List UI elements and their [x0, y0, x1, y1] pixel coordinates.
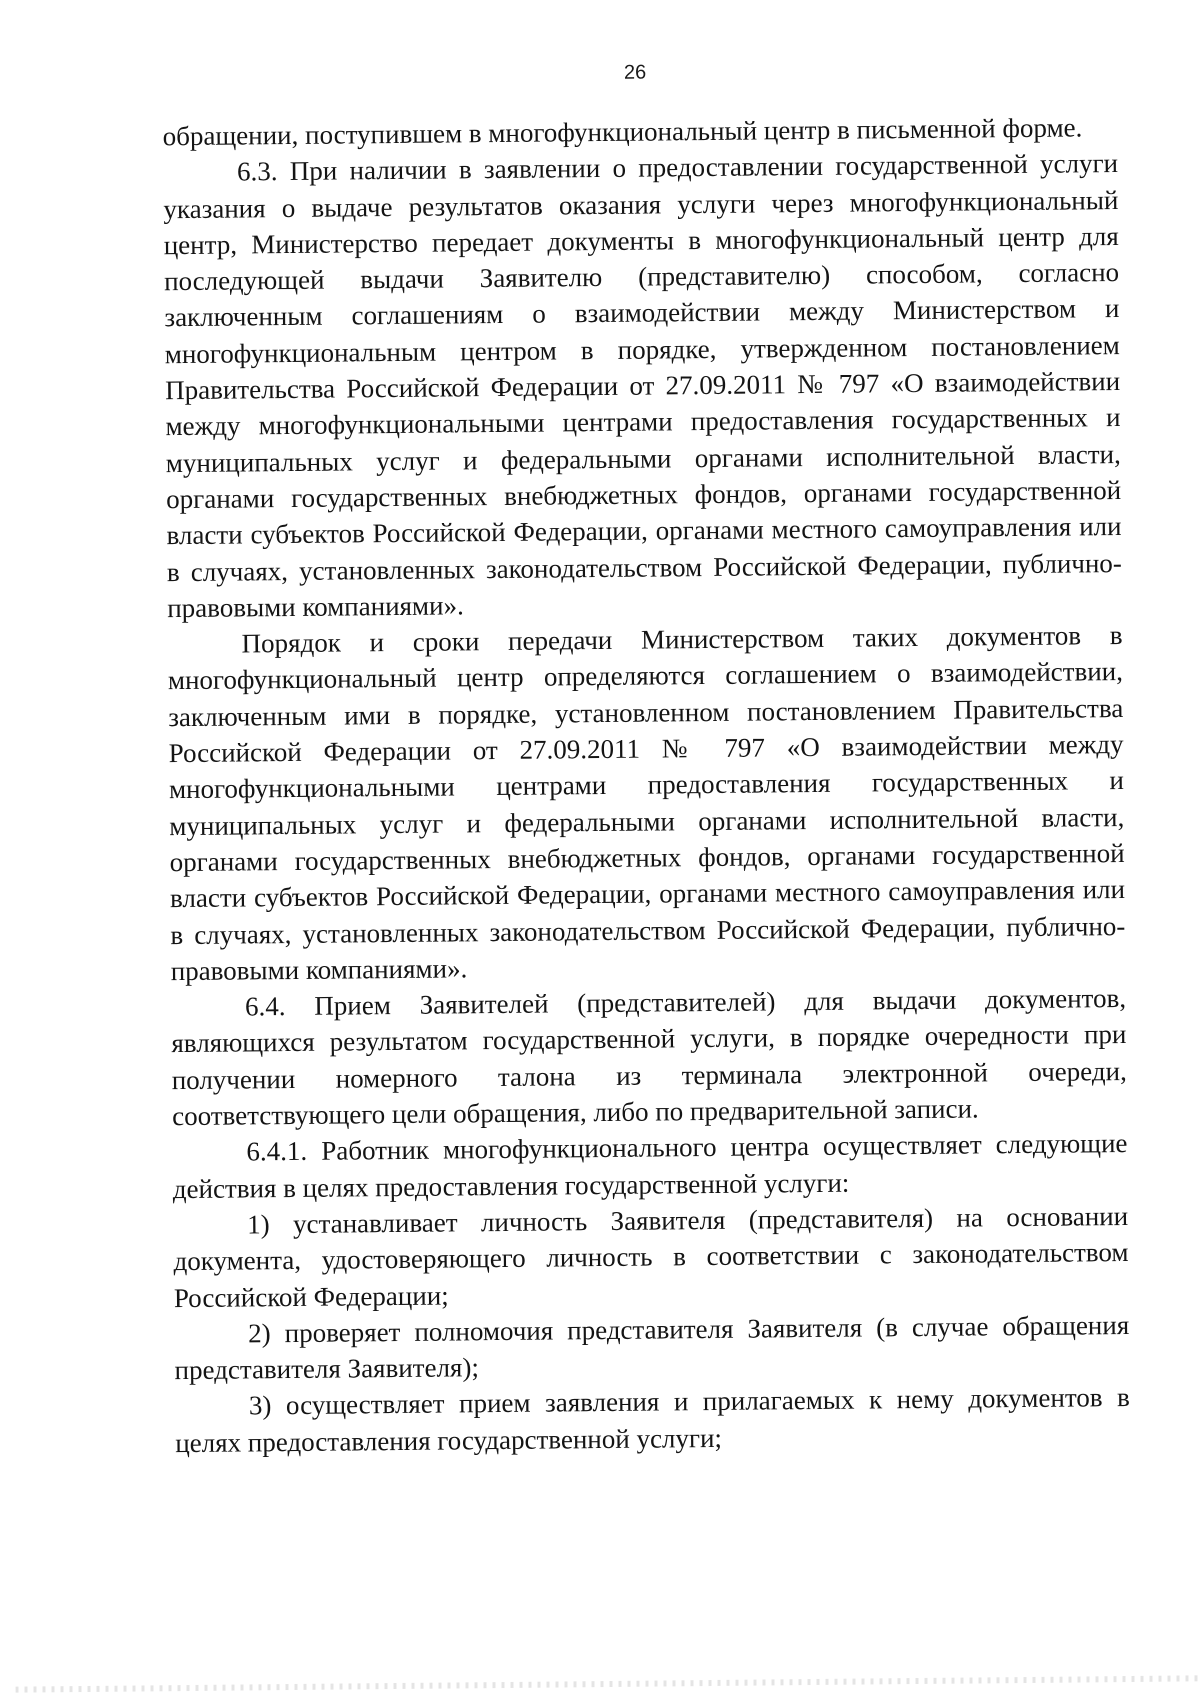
document-body: [163, 109, 1131, 1461]
paragraph-transfer-order: Порядок и сроки передачи Министерством таких документов в многофункциональный центр определяются соглашением о взаимодействии, заключенным ими в порядке, установленном постановлением Правительства Российской Федерации от 27.09.2011 № 797 «О взаимодействии между многофункциональными центрами предоставления государственных и муниципальных услуг и федеральными органами исполнительной власти, органами государственных внебюджетных фондов, органами государственной власти субъектов Российской Федерации, органами местного самоуправления или в случаях, установленных законодательством Российской Федерации, публично-правовыми компаниями».: [167, 620, 1126, 986]
page-number: 26: [623, 61, 647, 84]
list-item-3: 3) осуществляет прием заявления и прилагаемых к нему документов в целях предоставления государственной услуги;: [175, 1382, 1131, 1458]
paragraph-continuation: обращении, поступившем в многофункциональный центр в письменной форме.: [162, 112, 1083, 152]
list-item-1: 1) устанавливает личность Заявителя (представителя) на основании документа, удостоверяющего личность в соответствии с законодательством Российской Федерации;: [173, 1200, 1129, 1313]
list-item-2: 2) проверяет полномочия представителя Заявителя (в случае обращения представителя Заявителя);: [174, 1309, 1130, 1386]
paragraph-6-3: 6.3. При наличии в заявлении о предоставлении государственной услуги указания о выдаче результатов оказания услуги через многофункциональный центр, Министерство передает документы в многофункциональный центр для последующей выдачи Заявителю (представителю) способом, согласно заключенным соглашениям о взаимодействии между Министерством и многофункциональным центром в порядке, утвержденном постановлением Правительства Российской Федерации от 27.09.2011 № 797 «О взаимодействии между многофункциональными центрами предоставления государственных и муниципальных услуг и федеральными органами исполнительной власти, органами государственных внебюджетных фондов, органами государственной власти субъектов Российской Федерации, органами местного самоуправления или в случаях, установленных законодательством Российской Федерации, публично-правовыми компаниями».: [163, 148, 1122, 624]
paragraph-6-4-1: 6.4.1. Работник многофункционального центра осуществляет следующие действия в целях предоставления государственной услуги:: [172, 1128, 1128, 1204]
paragraph-6-4: 6.4. Прием Заявителей (представителей) для выдачи документов, являющихся результатом государственной услуги, в порядке очередности при получении номерного талона из терминала электронной очереди, соответствующего цели обращения, либо по предварительной записи.: [171, 983, 1127, 1132]
scan-edge-artifact: [16, 1675, 1200, 1693]
